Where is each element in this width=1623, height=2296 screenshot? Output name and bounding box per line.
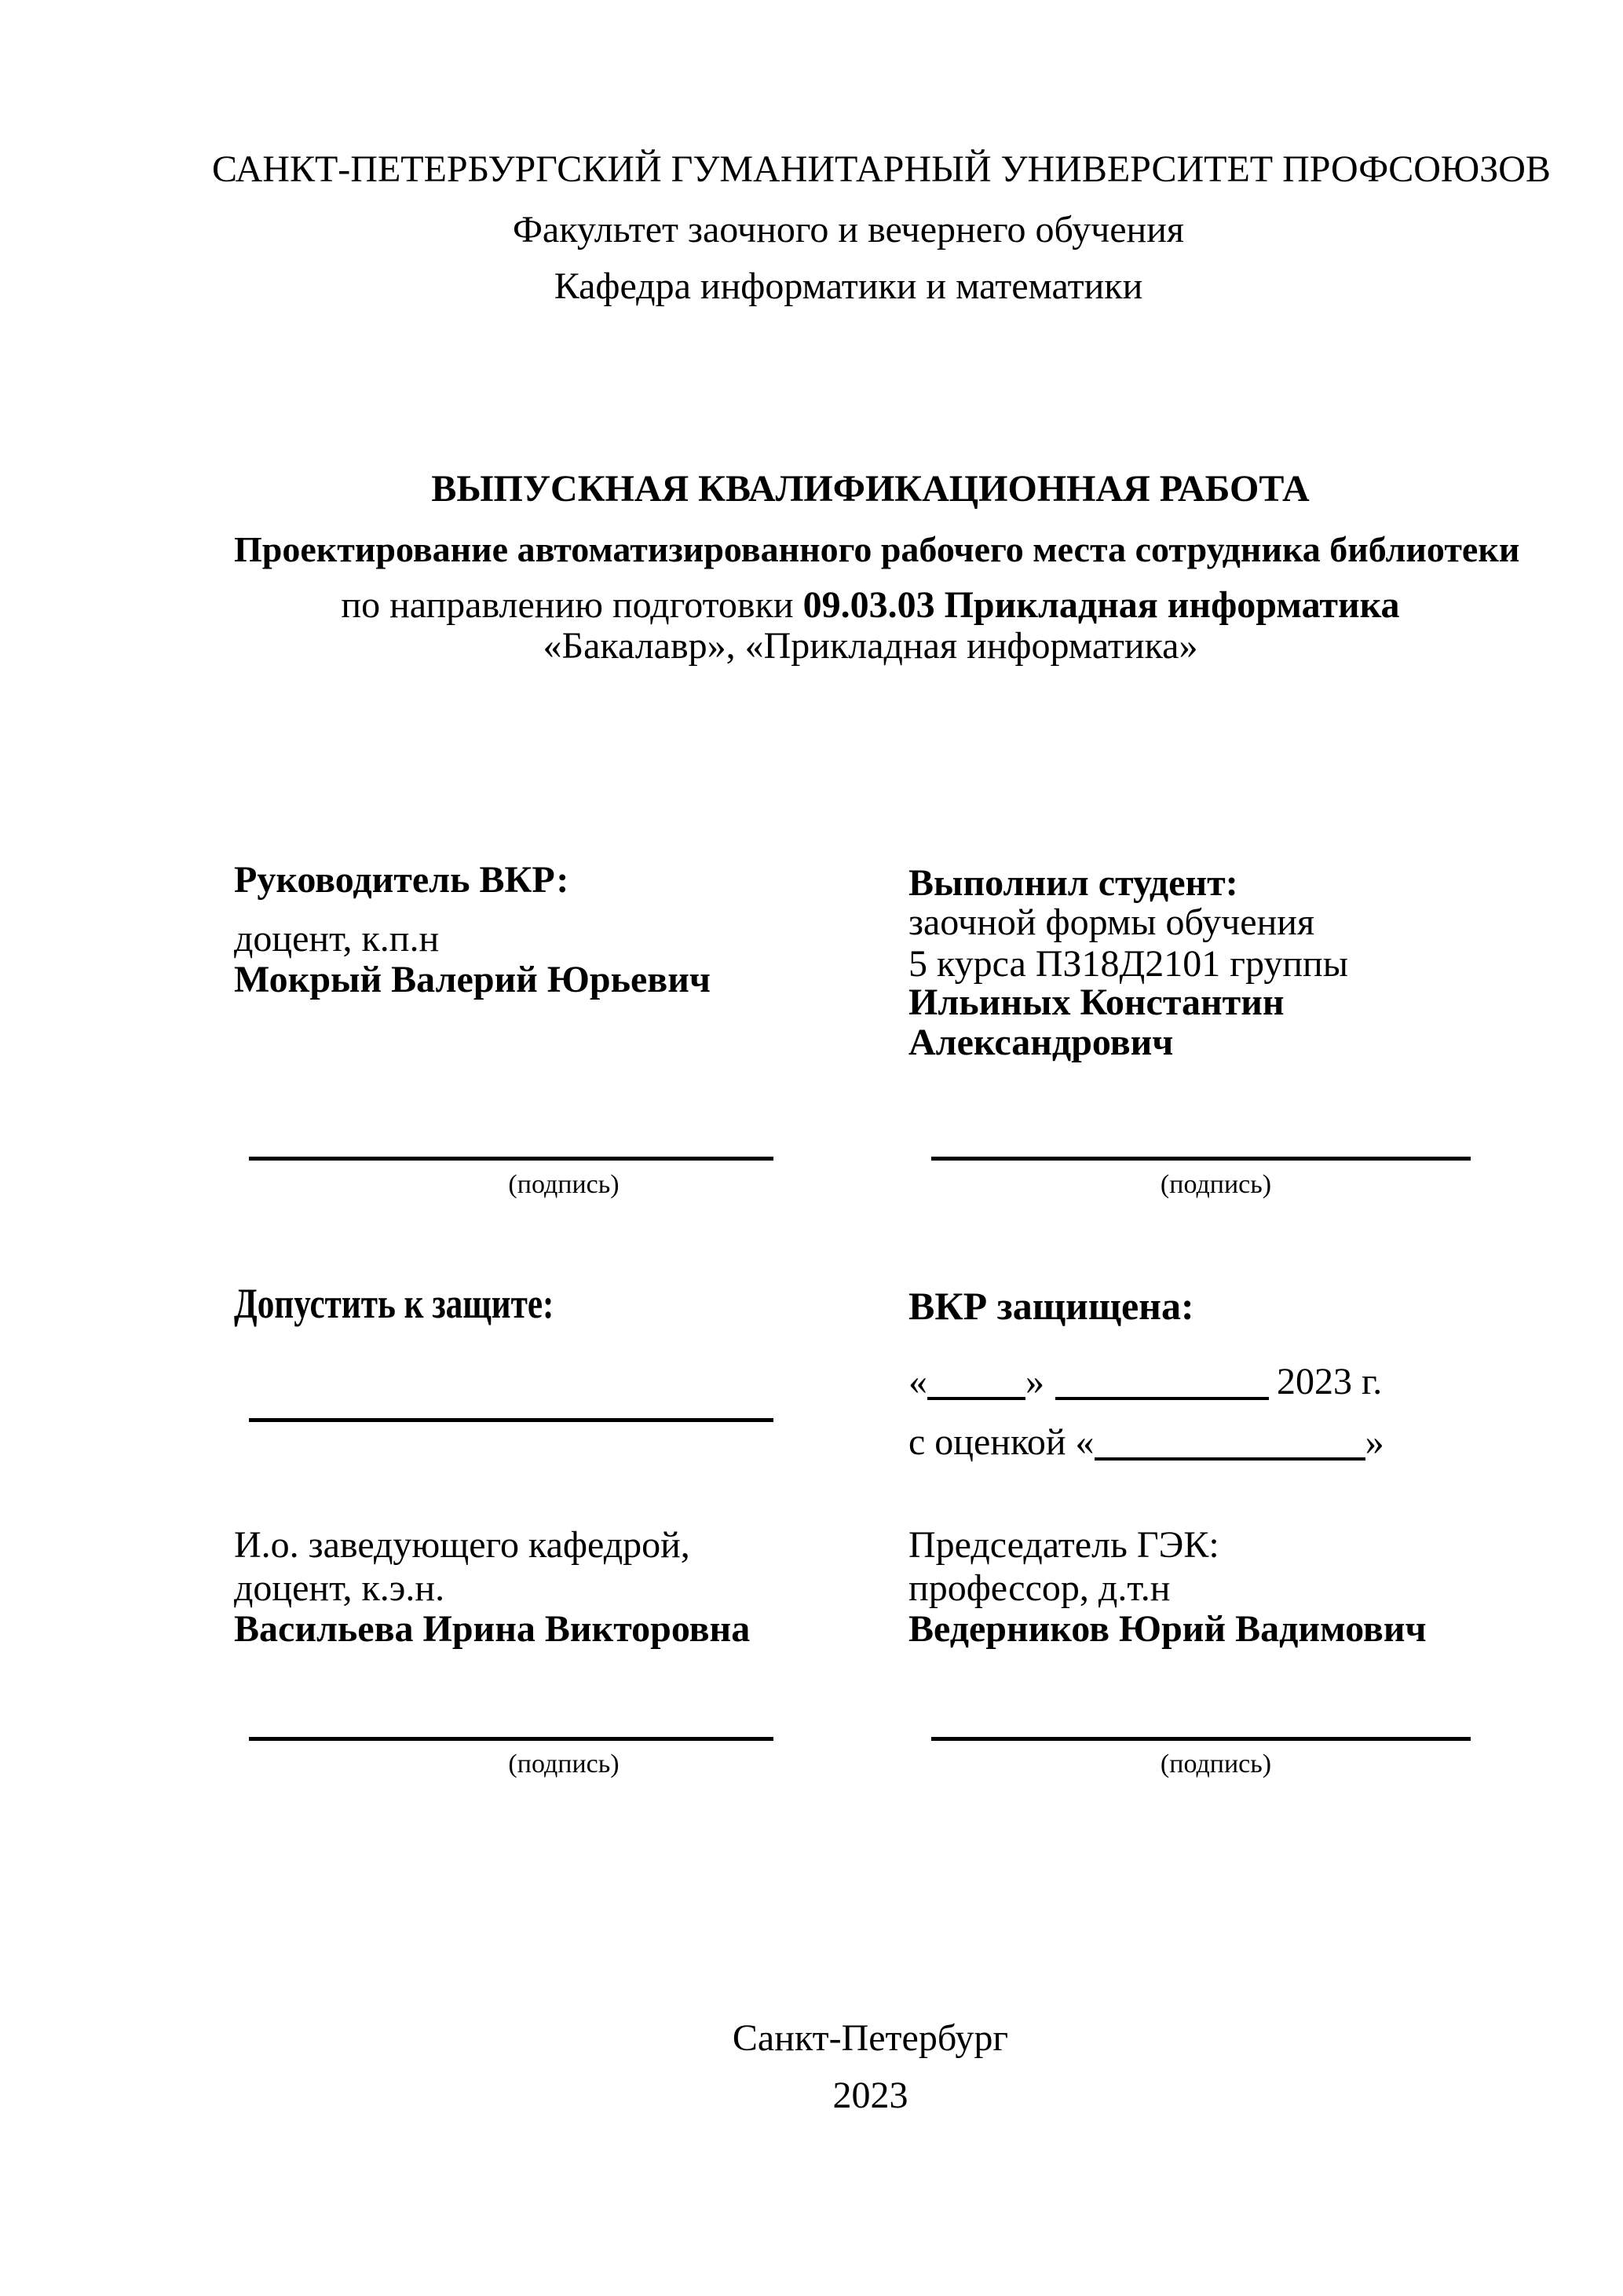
supervisor-label: Руководитель ВКР: xyxy=(234,859,569,901)
grade-suffix: » xyxy=(1365,1421,1384,1463)
department-head-position: доцент, к.э.н. xyxy=(234,1567,445,1609)
thesis-title: Проектирование автоматизированного рабочего места сотрудника библиотеки xyxy=(234,529,1520,569)
date-quote-close: » xyxy=(1025,1361,1044,1402)
date-year: 2023 г. xyxy=(1277,1361,1383,1402)
gek-chair-signature-line xyxy=(931,1737,1471,1741)
admission-label: Допустить к защите: xyxy=(234,1280,554,1327)
work-type-title: ВЫПУСКНАЯ КВАЛИФИКАЦИОННАЯ РАБОТА xyxy=(431,468,1310,510)
footer-city: Санкт-Петербург xyxy=(732,2017,1009,2059)
student-group: 5 курса ПЗ18Д2101 группы xyxy=(908,943,1348,985)
date-day-blank xyxy=(927,1397,1025,1400)
grade-blank xyxy=(1095,1457,1365,1461)
admission-signature-line xyxy=(249,1418,773,1422)
faculty-name: Факультет заочного и вечернего обучения xyxy=(513,209,1184,250)
direction-prefix: по направлению подготовки xyxy=(341,584,803,626)
student-name-line2: Александрович xyxy=(908,1022,1174,1063)
defense-label: ВКР защищена: xyxy=(908,1284,1194,1328)
department-head-signature-line xyxy=(249,1737,773,1741)
gek-chair-signature-caption: (подпись) xyxy=(1160,1749,1272,1779)
supervisor-signature-line xyxy=(249,1157,773,1161)
degree-line: «Бакалавр», «Прикладная информатика» xyxy=(543,625,1198,667)
gek-chair-position: профессор, д.т.н xyxy=(908,1567,1171,1609)
direction-line xyxy=(234,584,1507,626)
defense-date-row xyxy=(908,1363,1382,1401)
defense-grade-row xyxy=(908,1421,1384,1463)
date-month-blank xyxy=(1055,1397,1269,1400)
supervisor-position: доцент, к.п.н xyxy=(234,918,440,960)
university-name: САНКТ-ПЕТЕРБУРГСКИЙ ГУМАНИТАРНЫЙ УНИВЕРСИТЕТ ПРОФСОЮЗОВ xyxy=(212,148,1551,190)
date-quote-open: « xyxy=(908,1361,927,1402)
supervisor-signature-caption: (подпись) xyxy=(508,1170,620,1199)
student-label: Выполнил студент: xyxy=(908,862,1238,904)
department-head-name: Васильева Ирина Викторовна xyxy=(234,1608,751,1650)
supervisor-name: Мокрый Валерий Юрьевич xyxy=(234,959,711,1000)
department-head-signature-caption: (подпись) xyxy=(508,1749,620,1779)
grade-prefix: с оценкой « xyxy=(908,1421,1095,1463)
department-name: Кафедра информатики и математики xyxy=(554,265,1143,307)
student-study-form: заочной формы обучения xyxy=(908,901,1315,943)
student-signature-line xyxy=(931,1157,1471,1161)
gek-chair-title: Председатель ГЭК: xyxy=(908,1524,1219,1566)
student-signature-caption: (подпись) xyxy=(1160,1170,1272,1199)
direction-code: 09.03.03 Прикладная информатика xyxy=(802,584,1400,626)
gek-chair-name: Ведерников Юрий Вадимович xyxy=(908,1608,1427,1650)
student-name-line1: Ильиных Константин xyxy=(908,982,1285,1023)
department-head-title: И.о. заведующего кафедрой, xyxy=(234,1524,690,1566)
footer-year: 2023 xyxy=(832,2075,908,2116)
